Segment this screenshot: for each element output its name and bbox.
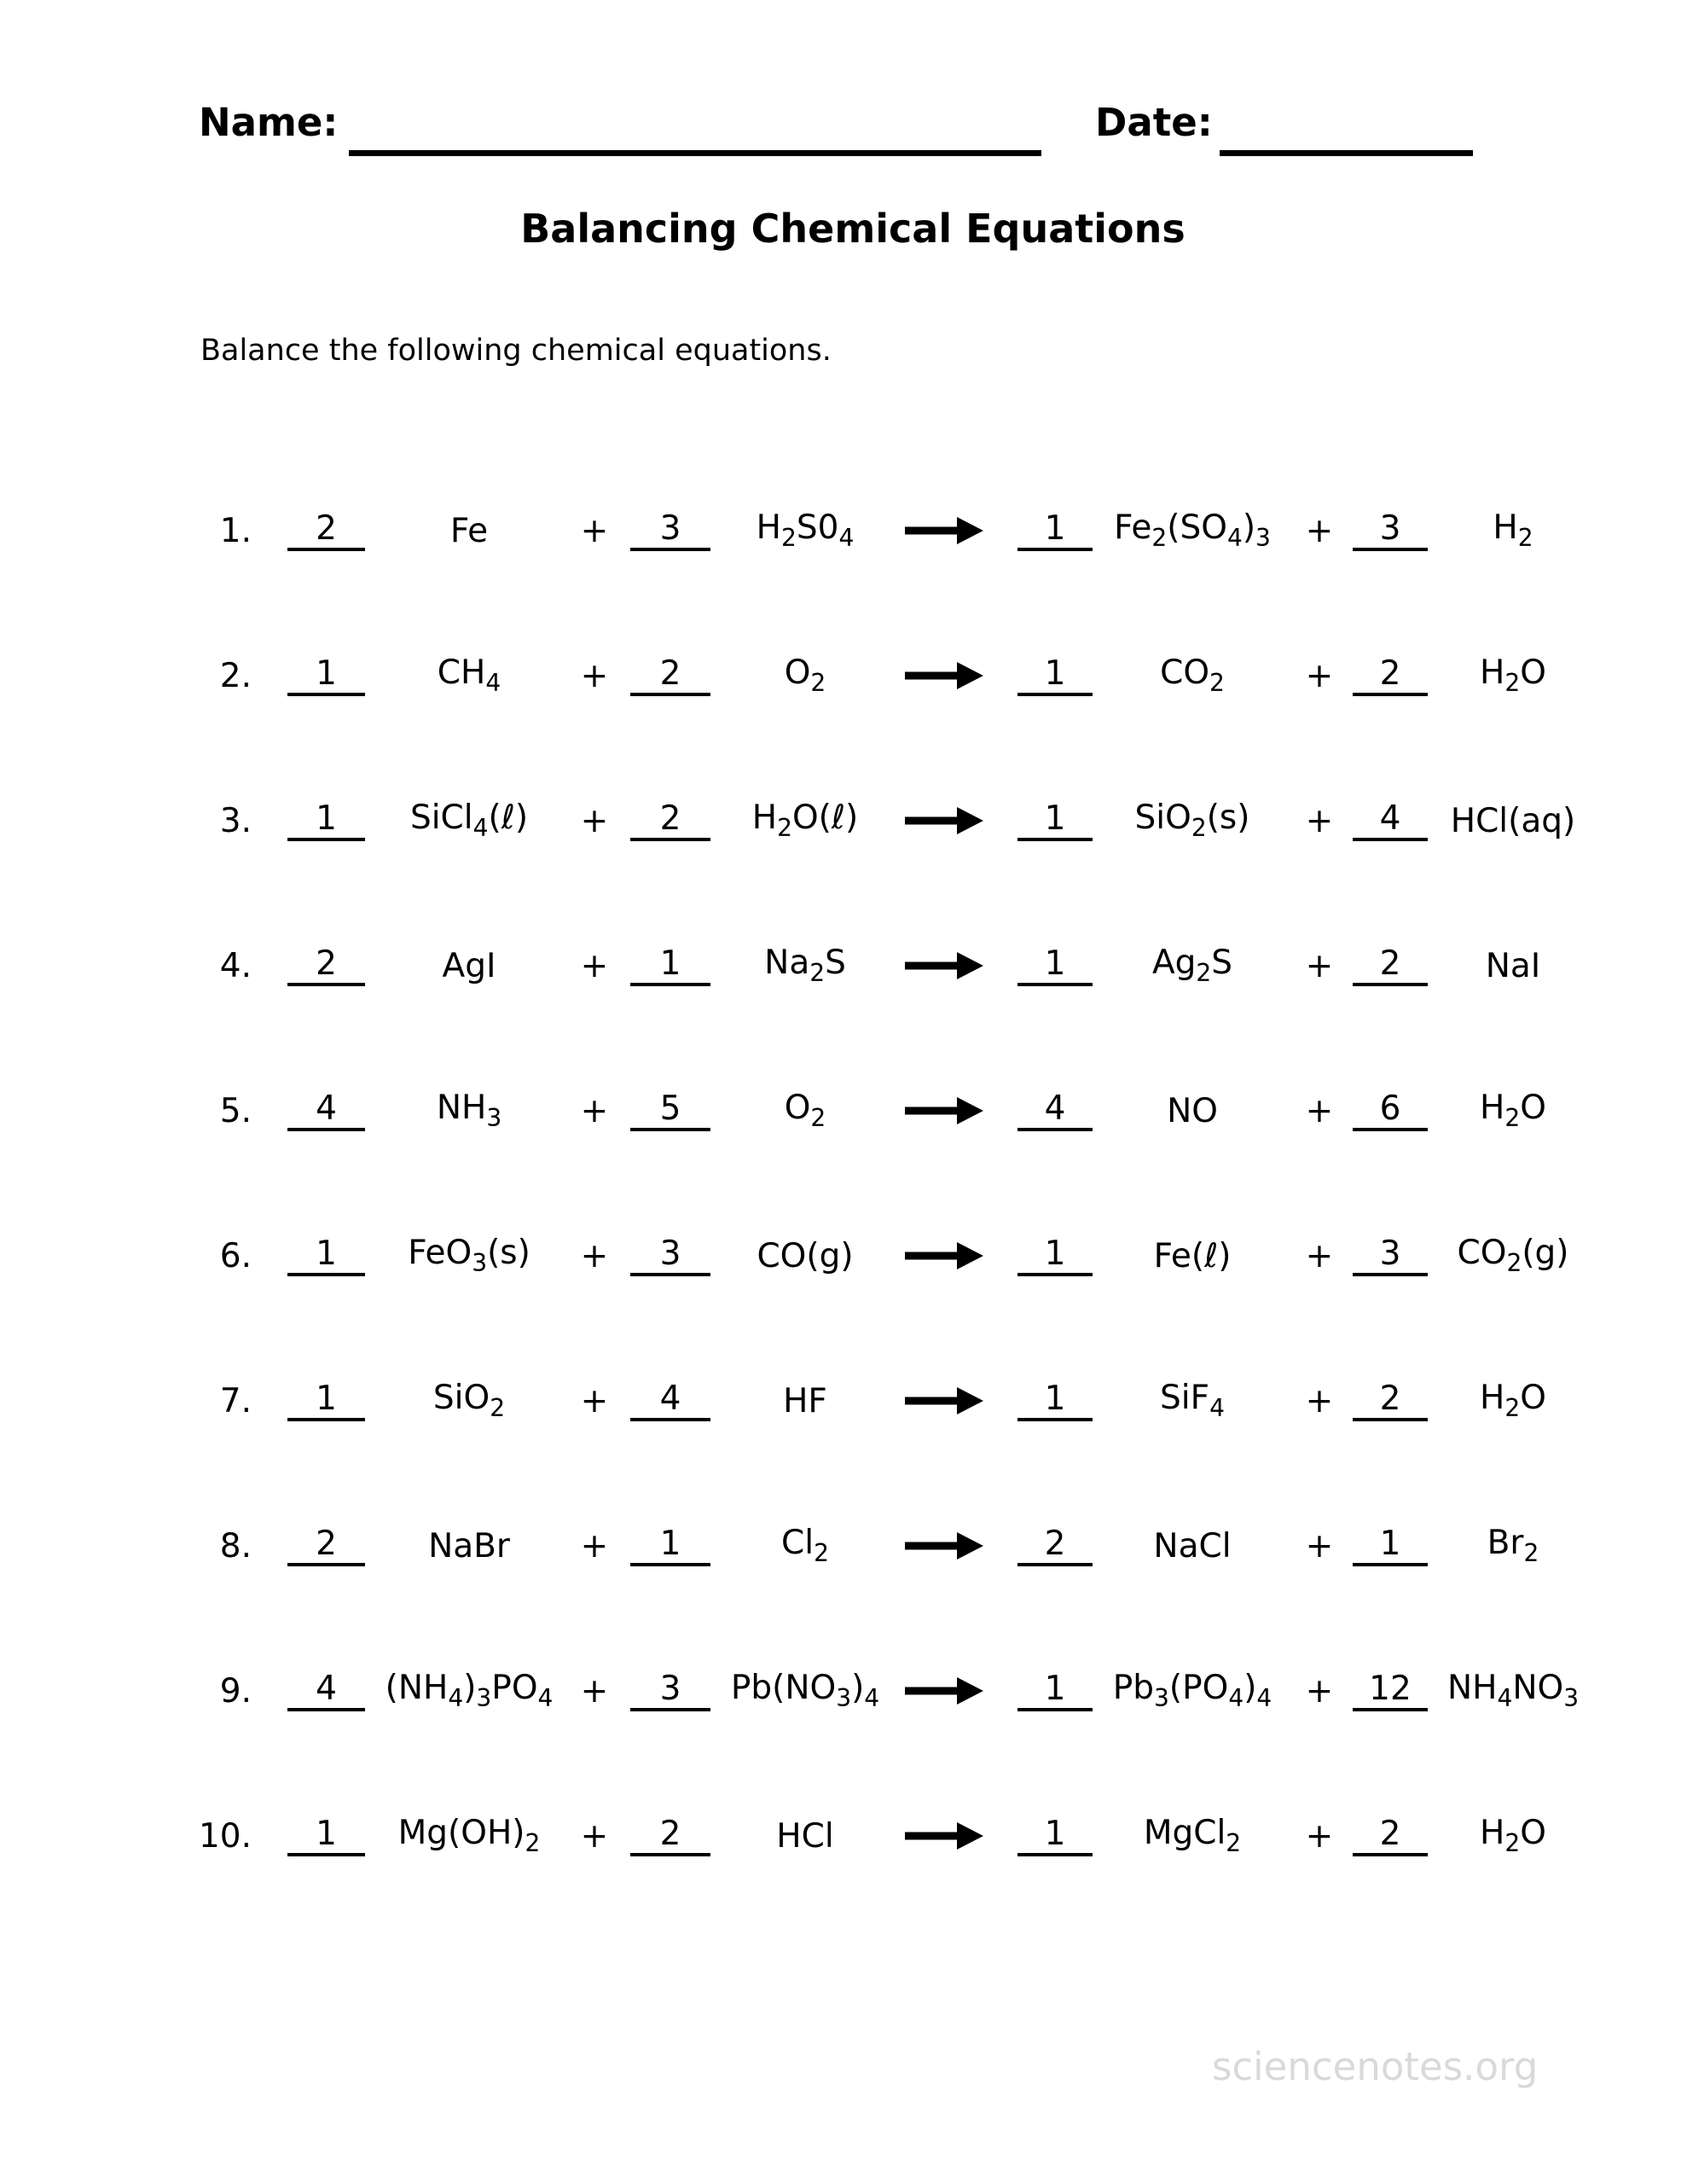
right-arrow-icon: [904, 1820, 984, 1852]
reactant-1-coefficient: 4: [316, 1089, 337, 1128]
right-arrow-icon: [904, 1675, 984, 1707]
reactant-2-formula: $Pb(NO_3)_4$: [730, 1669, 880, 1712]
product-2-formula: $Br_2$: [1487, 1524, 1539, 1567]
right-arrow-icon: [904, 1385, 984, 1417]
page-title: Balancing Chemical Equations: [520, 206, 1186, 252]
equation-list: [0, 458, 1687, 1908]
product-1-coefficient-blank[interactable]: [1017, 800, 1093, 841]
product-1-formula: $Ag_2S$: [1151, 944, 1233, 987]
equation-number: 6.: [219, 1236, 252, 1275]
reactant-1-coefficient: 1: [316, 799, 337, 838]
product-1-formula: Fe(ℓ): [1153, 1236, 1232, 1275]
product-2-coefficient: 6: [1379, 1089, 1401, 1128]
plus-sign: +: [580, 801, 609, 840]
product-2-formula: $H_2$: [1493, 508, 1533, 552]
yields-arrow: [904, 659, 984, 692]
reactant-2-formula: $O_2$: [784, 653, 826, 697]
plus-sign: +: [1305, 1816, 1334, 1856]
right-arrow-icon: [904, 804, 984, 837]
product-2-coefficient-blank[interactable]: [1353, 510, 1428, 551]
right-arrow-icon: [904, 659, 984, 692]
plus-sign: +: [1305, 656, 1334, 695]
product-1-formula: NaCl: [1153, 1526, 1232, 1565]
product-2-formula: $H_2O$: [1480, 1814, 1546, 1857]
reactant-2-formula: $H_2S0_4$: [756, 508, 855, 552]
product-2-coefficient: 2: [1379, 654, 1401, 693]
product-2-formula: HCl(aq): [1450, 801, 1576, 840]
product-1-formula: SiO$_2$(s): [1134, 799, 1250, 842]
plus-sign: +: [1305, 1236, 1334, 1275]
yields-arrow: [904, 1820, 984, 1852]
product-1-coefficient: 1: [1044, 799, 1066, 838]
reactant-1-coefficient-blank[interactable]: [287, 1235, 365, 1276]
product-2-coefficient: 3: [1379, 1234, 1401, 1273]
plus-sign: +: [580, 1236, 609, 1275]
reactant-2-formula: $Cl_2$: [781, 1524, 829, 1567]
reactant-2-formula: $Na_2S$: [764, 944, 846, 987]
product-2-coefficient-blank[interactable]: [1353, 1090, 1428, 1131]
plus-sign: +: [1305, 1091, 1334, 1130]
product-2-formula: $H_2O$: [1480, 1379, 1546, 1422]
product-1-coefficient: 1: [1044, 1380, 1066, 1418]
reactant-1-coefficient-blank[interactable]: [287, 800, 365, 841]
reactant-1-formula: NaBr: [428, 1526, 510, 1565]
reactant-2-coefficient-blank[interactable]: [630, 1380, 710, 1421]
equation-number: 2.: [219, 656, 252, 695]
reactant-2-coefficient: 3: [659, 1234, 681, 1273]
product-1-coefficient-blank[interactable]: [1017, 510, 1093, 551]
reactant-1-coefficient-blank[interactable]: [287, 1380, 365, 1421]
equation-row: [0, 1328, 1687, 1473]
product-2-coefficient-blank[interactable]: [1353, 655, 1428, 696]
product-1-coefficient: 1: [1044, 944, 1066, 983]
plus-sign: +: [580, 1671, 609, 1711]
equation-number: 9.: [219, 1671, 252, 1711]
reactant-2-coefficient-blank[interactable]: [630, 800, 710, 841]
reactant-2-coefficient-blank[interactable]: [630, 655, 710, 696]
reactant-2-formula: HF: [783, 1381, 827, 1420]
right-arrow-icon: [904, 1530, 984, 1562]
product-1-coefficient-blank[interactable]: [1017, 1670, 1093, 1711]
product-2-formula: $H_2O$: [1480, 1089, 1546, 1132]
plus-sign: +: [1305, 511, 1334, 550]
plus-sign: +: [580, 1526, 609, 1565]
right-arrow-icon: [904, 950, 984, 982]
product-2-coefficient-blank[interactable]: [1353, 1235, 1428, 1276]
product-2-coefficient-blank[interactable]: [1353, 1815, 1428, 1856]
reactant-1-formula: $Mg(OH)_2$: [397, 1814, 541, 1857]
equation-number: 1.: [219, 511, 252, 550]
reactant-1-coefficient: 1: [316, 1815, 337, 1853]
plus-sign: +: [580, 946, 609, 985]
equation-number: 5.: [219, 1091, 252, 1130]
date-label: Date:: [1095, 100, 1213, 145]
reactant-1-coefficient: 1: [316, 654, 337, 693]
product-2-formula: $NH_4NO_3$: [1446, 1669, 1580, 1712]
product-1-formula: $Pb_3(PO_4)_4$: [1112, 1669, 1272, 1712]
reactant-1-coefficient-blank[interactable]: [287, 1090, 365, 1131]
instructions-text: Balance the following chemical equations.: [200, 334, 832, 368]
reactant-2-coefficient: 2: [659, 799, 681, 838]
reactant-2-coefficient-blank[interactable]: [630, 1670, 710, 1711]
reactant-1-coefficient-blank[interactable]: [287, 1670, 365, 1711]
plus-sign: +: [1305, 1671, 1334, 1711]
reactant-2-coefficient: 2: [659, 654, 681, 693]
reactant-1-coefficient-blank[interactable]: [287, 945, 365, 986]
product-1-coefficient-blank[interactable]: [1017, 1380, 1093, 1421]
yields-arrow: [904, 1095, 984, 1127]
equation-row: [0, 1763, 1687, 1908]
product-1-coefficient: 1: [1044, 1670, 1066, 1708]
product-1-coefficient: 1: [1044, 1815, 1066, 1853]
equation-row: [0, 1618, 1687, 1763]
product-2-formula: $CO_2(g)$: [1457, 1234, 1569, 1277]
product-2-coefficient: 2: [1379, 1380, 1401, 1418]
equation-row: [0, 603, 1687, 748]
reactant-1-coefficient-blank[interactable]: [287, 1815, 365, 1856]
plus-sign: +: [580, 656, 609, 695]
reactant-2-formula: $O_2$: [784, 1089, 826, 1132]
product-1-coefficient: 2: [1044, 1525, 1066, 1563]
reactant-2-formula: $H_2O(\ell)$: [751, 799, 859, 842]
plus-sign: +: [580, 1381, 609, 1420]
yields-arrow: [904, 514, 984, 547]
yields-arrow: [904, 1385, 984, 1417]
reactant-1-formula: $CH_4$: [437, 653, 501, 697]
equation-number: 10.: [198, 1816, 252, 1856]
name-blank-line[interactable]: [349, 150, 1041, 156]
product-2-coefficient: 2: [1379, 944, 1401, 983]
equation-number: 3.: [219, 801, 252, 840]
product-2-coefficient: 2: [1379, 1815, 1401, 1853]
product-1-coefficient: 4: [1044, 1089, 1066, 1128]
product-1-coefficient-blank[interactable]: [1017, 1090, 1093, 1131]
reactant-2-coefficient: 3: [659, 509, 681, 548]
reactant-1-formula: FeO$_3$(s): [408, 1234, 530, 1277]
yields-arrow: [904, 1240, 984, 1272]
reactant-1-coefficient-blank[interactable]: [287, 655, 365, 696]
product-1-coefficient: 1: [1044, 654, 1066, 693]
reactant-2-coefficient-blank[interactable]: [630, 1090, 710, 1131]
equation-row: [0, 1183, 1687, 1328]
product-1-coefficient-blank[interactable]: [1017, 945, 1093, 986]
product-1-coefficient: 1: [1044, 1234, 1066, 1273]
plus-sign: +: [1305, 946, 1334, 985]
product-2-coefficient: 3: [1379, 509, 1401, 548]
plus-sign: +: [580, 1091, 609, 1130]
reactant-1-coefficient: 2: [316, 509, 337, 548]
right-arrow-icon: [904, 1240, 984, 1272]
reactant-2-coefficient: 5: [659, 1089, 681, 1128]
reactant-2-coefficient-blank[interactable]: [630, 510, 710, 551]
reactant-1-formula: Fe: [449, 511, 489, 550]
yields-arrow: [904, 1675, 984, 1707]
right-arrow-icon: [904, 514, 984, 547]
plus-sign: +: [1305, 801, 1334, 840]
product-1-coefficient-blank[interactable]: [1017, 1235, 1093, 1276]
reactant-2-coefficient: 1: [659, 944, 681, 983]
product-1-coefficient-blank[interactable]: [1017, 1525, 1093, 1566]
watermark: sciencenotes.org: [1212, 2044, 1539, 2089]
reactant-1-formula: $NH_3$: [436, 1089, 502, 1132]
product-1-coefficient-blank[interactable]: [1017, 1815, 1093, 1856]
reactant-2-coefficient-blank[interactable]: [630, 1815, 710, 1856]
reactant-1-formula: AgI: [442, 946, 496, 985]
reactant-1-coefficient: 1: [316, 1380, 337, 1418]
product-1-formula: $CO_2$: [1160, 653, 1225, 697]
equation-row: [0, 1038, 1687, 1183]
date-blank-line[interactable]: [1220, 150, 1473, 156]
plus-sign: +: [1305, 1526, 1334, 1565]
reactant-2-coefficient-blank[interactable]: [630, 1525, 710, 1566]
reactant-1-coefficient: 4: [316, 1670, 337, 1708]
product-1-formula: MgCl$_2$: [1143, 1814, 1242, 1857]
reactant-2-coefficient-blank[interactable]: [630, 1235, 710, 1276]
reactant-1-coefficient-blank[interactable]: [287, 510, 365, 551]
product-1-coefficient-blank[interactable]: [1017, 655, 1093, 696]
reactant-1-formula: SiCl$_4$(ℓ): [409, 799, 529, 842]
product-1-formula: NO: [1167, 1091, 1218, 1130]
product-2-formula: $H_2O$: [1480, 653, 1546, 697]
product-2-coefficient-blank[interactable]: [1353, 945, 1428, 986]
plus-sign: +: [580, 511, 609, 550]
reactant-1-formula: $(NH_4)_3PO_4$: [385, 1669, 554, 1712]
reactant-2-coefficient: 3: [659, 1670, 681, 1708]
reactant-1-coefficient: 1: [316, 1234, 337, 1273]
reactant-2-coefficient: 4: [659, 1380, 681, 1418]
reactant-1-formula: SiO$_2$: [432, 1379, 506, 1422]
name-label: Name:: [199, 100, 339, 145]
yields-arrow: [904, 950, 984, 982]
reactant-1-coefficient: 2: [316, 944, 337, 983]
product-1-formula: $Fe_2(SO_4)_3$: [1114, 508, 1271, 552]
right-arrow-icon: [904, 1095, 984, 1127]
equation-row: [0, 458, 1687, 603]
equation-number: 4.: [219, 946, 252, 985]
reactant-2-formula: CO(g): [757, 1236, 854, 1275]
reactant-2-coefficient: 1: [659, 1525, 681, 1563]
equation-row: [0, 748, 1687, 893]
plus-sign: +: [580, 1816, 609, 1856]
yields-arrow: [904, 1530, 984, 1562]
yields-arrow: [904, 804, 984, 837]
product-1-coefficient: 1: [1044, 509, 1066, 548]
product-2-coefficient: 4: [1379, 799, 1401, 838]
equation-row: [0, 1473, 1687, 1618]
equation-row: [0, 893, 1687, 1038]
product-2-coefficient: 1: [1379, 1525, 1401, 1563]
reactant-1-coefficient: 2: [316, 1525, 337, 1563]
product-2-coefficient-blank[interactable]: [1353, 800, 1428, 841]
reactant-1-coefficient-blank[interactable]: [287, 1525, 365, 1566]
product-2-coefficient-blank[interactable]: [1353, 1670, 1428, 1711]
product-2-coefficient-blank[interactable]: [1353, 1380, 1428, 1421]
product-2-coefficient-blank[interactable]: [1353, 1525, 1428, 1566]
reactant-2-coefficient: 2: [659, 1815, 681, 1853]
equation-number: 7.: [219, 1381, 252, 1420]
equation-number: 8.: [219, 1526, 252, 1565]
reactant-2-formula: HCl: [776, 1816, 834, 1856]
reactant-2-coefficient-blank[interactable]: [630, 945, 710, 986]
product-2-coefficient: 12: [1369, 1670, 1412, 1708]
plus-sign: +: [1305, 1381, 1334, 1420]
product-1-formula: SiF$_4$: [1160, 1379, 1225, 1422]
product-2-formula: NaI: [1485, 946, 1541, 985]
